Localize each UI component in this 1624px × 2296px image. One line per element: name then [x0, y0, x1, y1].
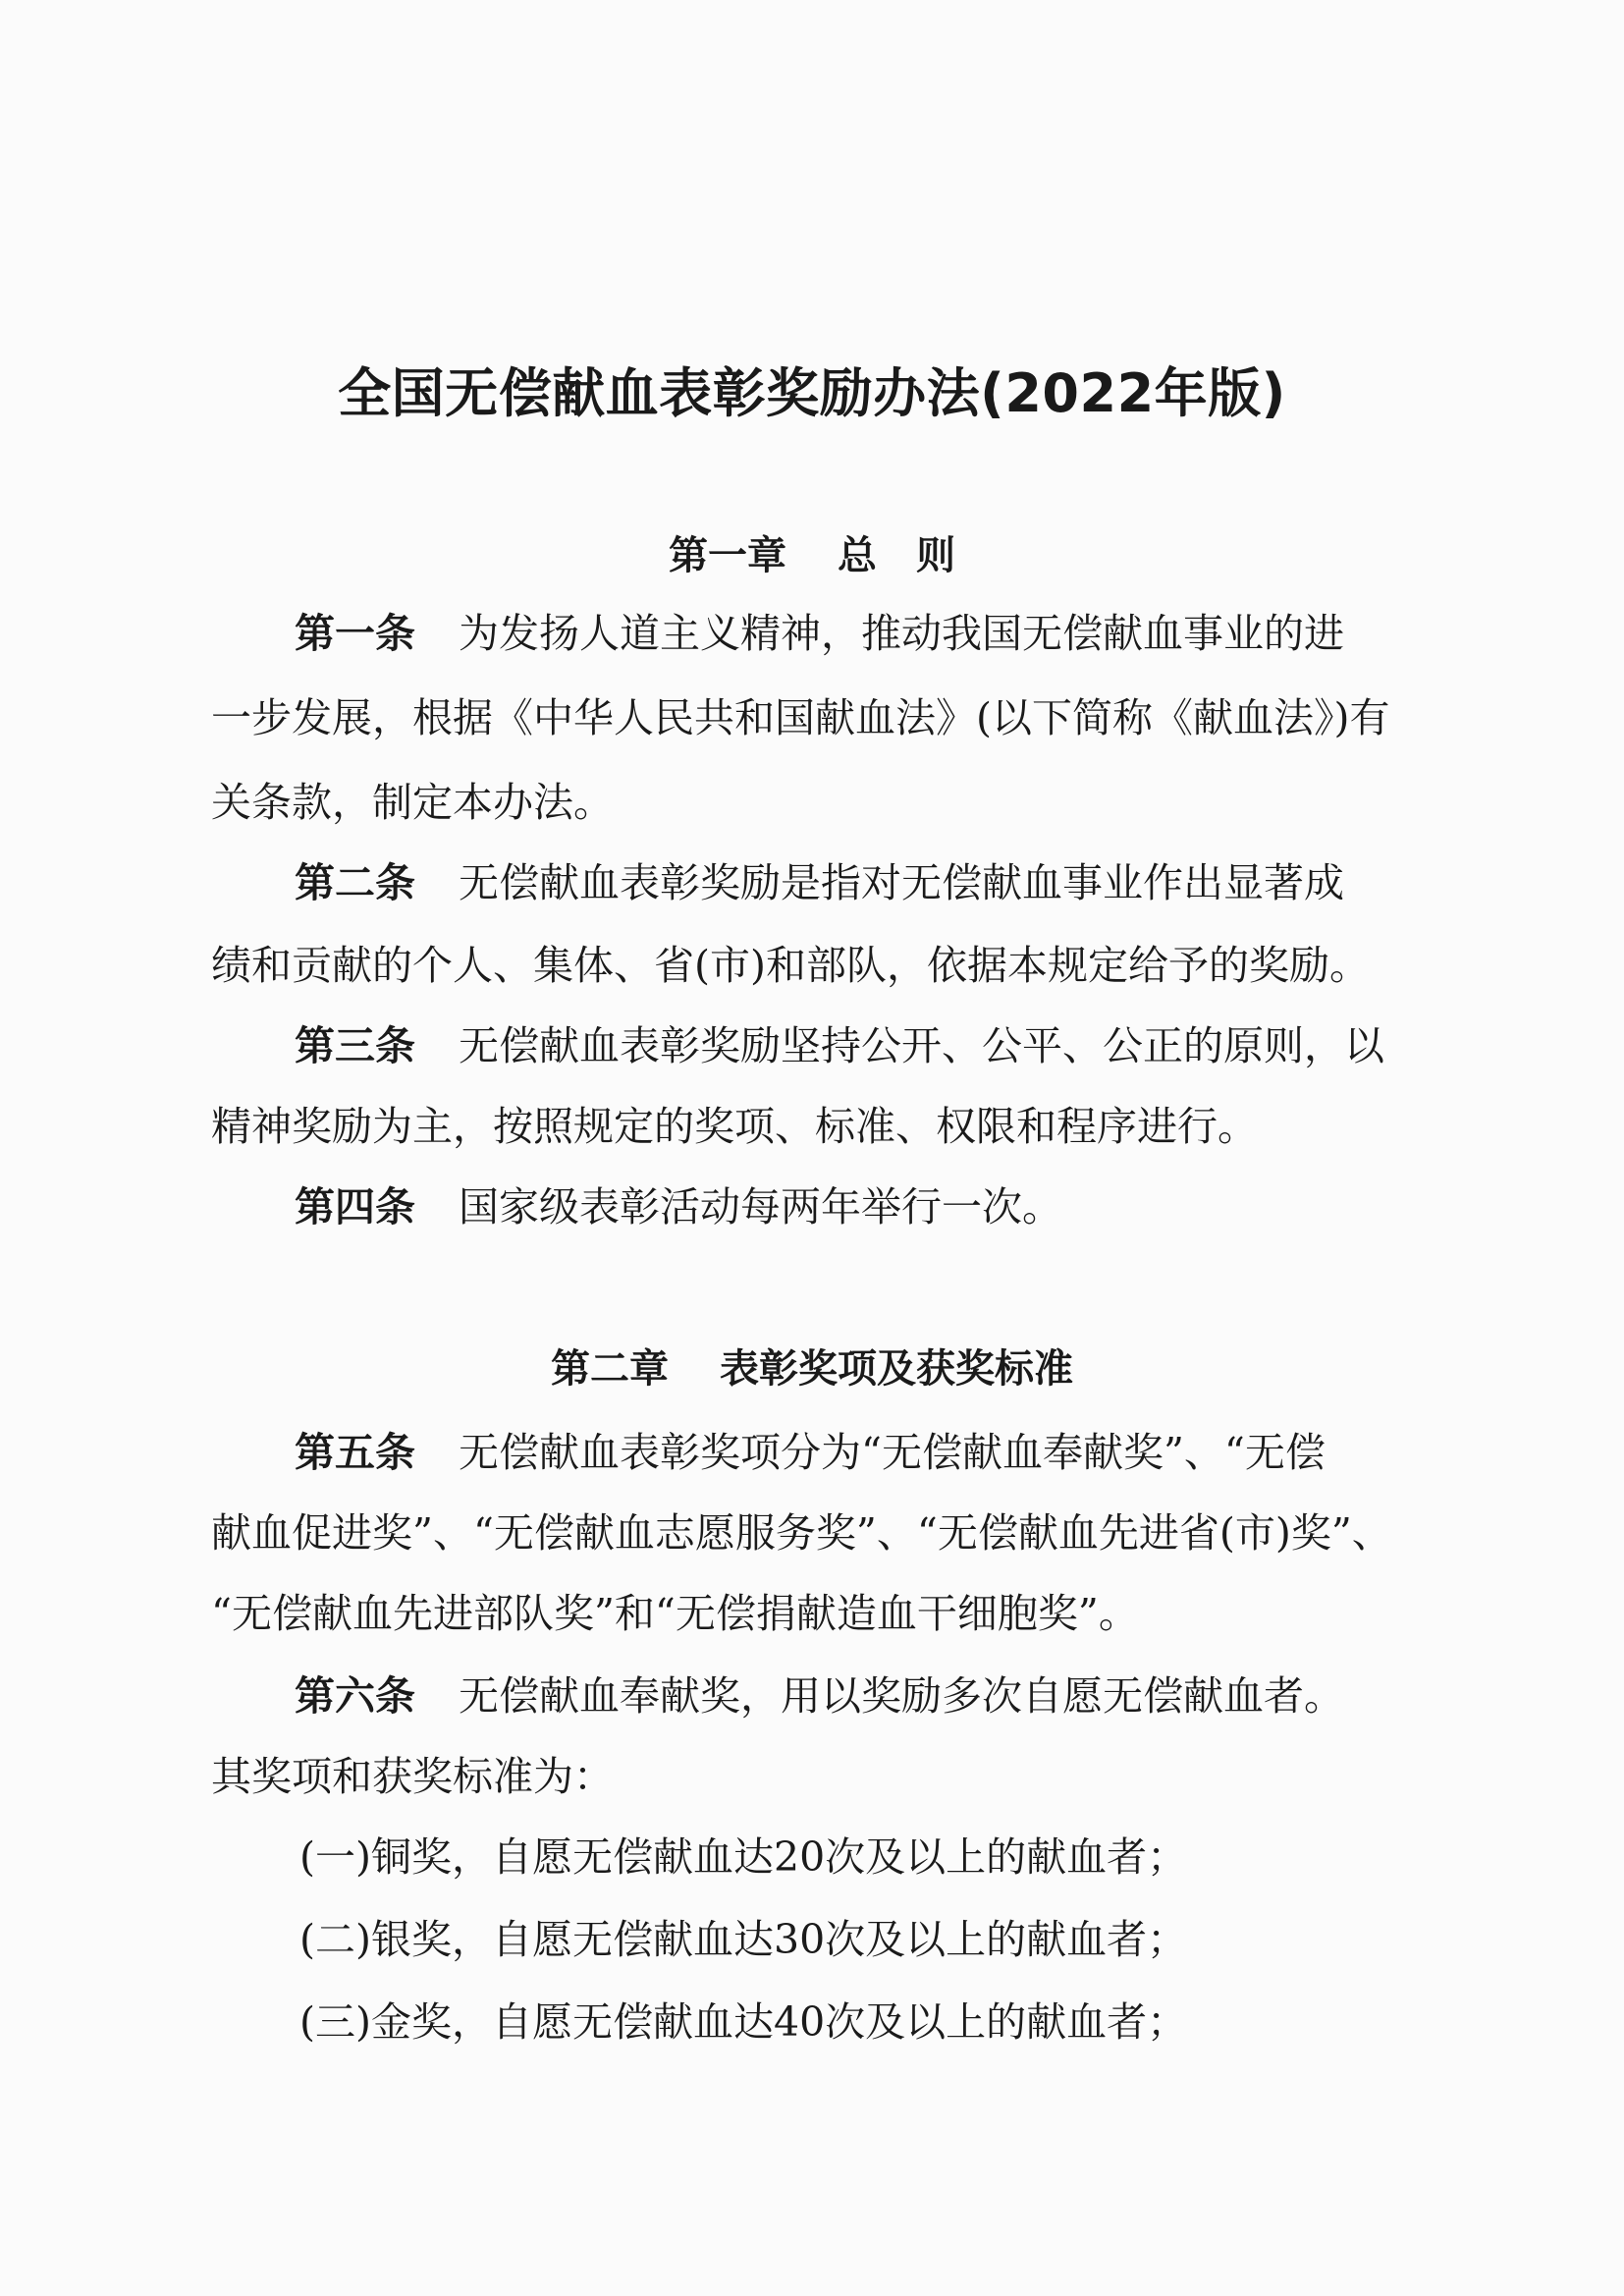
article-6-line-1	[295, 1664, 1344, 1722]
article-6-line-2: 其奖项和获奖标准为：	[211, 1753, 614, 1800]
article-2-label: 第二条	[295, 859, 415, 906]
article-6-label: 第六条	[295, 1672, 415, 1720]
article-4-label: 第四条	[295, 1183, 415, 1230]
article-5-line-1	[295, 1420, 1326, 1478]
article-2-line-1	[295, 850, 1344, 908]
chapter-1-name: 总 则	[838, 533, 955, 578]
chapter-2-number: 第二章	[551, 1346, 669, 1392]
article-1-line-1	[295, 601, 1344, 659]
article-1-text-1: 为发扬人道主义精神，推动我国无偿献血事业的进	[459, 610, 1344, 657]
article-6-item-3: (三)金奖，自愿无偿献血达40次及以上的献血者；	[299, 1998, 1188, 2046]
article-4-text-1: 国家级表彰活动每两年举行一次。	[459, 1183, 1062, 1230]
article-3-line-2: 精神奖励为主，按照规定的奖项、标准、权限和程序进行。	[211, 1103, 1258, 1150]
article-6-text-1: 无偿献血奉献奖，用以奖励多次自愿无偿献血者。	[459, 1672, 1344, 1720]
article-1-line-2: 一步发展，根据《中华人民共和国献血法》(以下简称《献血法》)有	[211, 694, 1390, 741]
article-6-item-1: (一)铜奖，自愿无偿献血达20次及以上的献血者；	[299, 1833, 1188, 1881]
article-3-text-1: 无偿献血表彰奖励坚持公开、公平、公正的原则，以	[459, 1022, 1384, 1069]
chapter-2-name: 表彰奖项及获奖标准	[720, 1346, 1073, 1392]
article-4-line-1	[295, 1175, 1062, 1232]
chapter-2-heading	[0, 1338, 1624, 1394]
article-2-text-1: 无偿献血表彰奖励是指对无偿献血事业作出显著成	[459, 859, 1344, 906]
article-3-line-1	[295, 1013, 1384, 1071]
article-1-label: 第一条	[295, 610, 415, 657]
article-2-line-2: 绩和贡献的个人、集体、省(市)和部队，依据本规定给予的奖励。	[211, 942, 1370, 989]
document-title: 全国无偿献血表彰奖励办法(2022年版)	[338, 362, 1286, 424]
article-5-line-2: 献血促进奖”、“无偿献血志愿服务奖”、“无偿献血先进省(市)奖”、	[211, 1509, 1392, 1557]
article-5-line-3: “无偿献血先进部队奖”和“无偿捐献造血干细胞奖”。	[211, 1590, 1139, 1637]
chapter-1-number: 第一章	[669, 533, 786, 578]
article-1-line-3: 关条款，制定本办法。	[211, 779, 614, 826]
article-5-text-1: 无偿献血表彰奖项分为“无偿献血奉献奖”、“无偿	[459, 1429, 1326, 1476]
article-3-label: 第三条	[295, 1022, 415, 1069]
article-6-item-2: (二)银奖，自愿无偿献血达30次及以上的献血者；	[299, 1916, 1188, 1963]
article-5-label: 第五条	[295, 1429, 415, 1476]
chapter-1-heading	[0, 524, 1624, 580]
